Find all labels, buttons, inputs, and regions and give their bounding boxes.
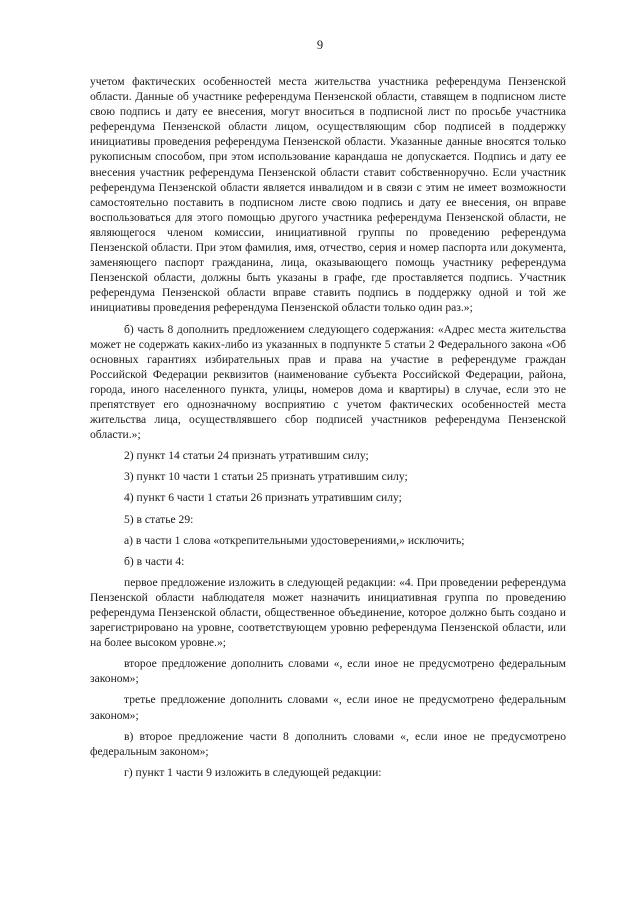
paragraph-third-sentence: третье предложение дополнить словами «, если иное не предусмотрено федеральным законом»; — [90, 693, 566, 722]
paragraph-item-3: 3) пункт 10 части 1 статьи 25 признать утратившим силу; — [124, 470, 408, 484]
paragraph-first-sentence: первое предложение изложить в следующей редакции: «4. При проведении референдума Пензенской области наблюдателя может назначить инициативная группа по проведению референдума Пензенской области, общественное объединение, которое должно быть создано и зарегистрировано на уровне, соответствующем уровню референдума Пензенской области, или на более высоком уровне.»; — [90, 575, 566, 650]
paragraph-item-4: 4) пункт 6 части 1 статьи 26 признать утратившим силу; — [124, 491, 402, 505]
page-number: 9 — [316, 38, 324, 52]
paragraph-item-2: 2) пункт 14 статьи 24 признать утратившим силу; — [124, 449, 369, 463]
document-body — [90, 74, 566, 780]
paragraph-item-5v: в) второе предложение части 8 дополнить словами «, если иное не предусмотрено федеральным законом»; — [90, 729, 566, 758]
paragraph-item-5b: б) в части 4: — [124, 554, 185, 568]
paragraph-continuation: учетом фактических особенностей места жительства участника референдума Пензенской области. Данные об участнике референдума Пензенской области, ставящем в подписном листе свою подпись и дату ее внесения, могут вноситься в подписной лист по просьбе участника референдума Пензенской области лицом, осуществляющим сбор подписей в поддержку инициативы проведения референдума Пензенской области. Указанные данные вносятся только рукописным способом, при этом использование карандаша не допускается. Подпись и дату ее внесения участник референдума Пензенской области ставит собственноручно. Если участник референдума Пензенской области является инвалидом и в связи с этим не имеет возможности самостоятельно поставить в подписном листе свою подпись и дату ее внесения, он вправе воспользоваться для этого помощью другого участника референдума Пензенской области, не являющегося членом комиссии, инициативной группы по проведению референдума Пензенской области. При этом фамилия, имя, отчество, серия и номер паспорта или документа, заменяющего паспорт гражданина, лица, оказывающего помощь участнику референдума Пензенской области, должны быть указаны в графе, где проставляется подпись. Участник референдума Пензенской области вправе ставить подпись в поддержку одной и той же инициативы проведения референдума Пензенской области только один раз.»; — [90, 75, 566, 315]
paragraph-item-5a: а) в части 1 слова «открепительными удостоверениями,» исключить; — [124, 533, 465, 547]
paragraph-item-b-part-8: б) часть 8 дополнить предложением следующего содержания: «Адрес места жительства может не содержать каких-либо из указанных в подпункте 5 статьи 2 Федерального закона «Об основных гарантиях избирательных прав и права на участие в референдуме граждан Российской Федерации реквизитов (наименование субъекта Российской Федерации, района, города, иного населенного пункта, улицы, номеров дома и квартиры) в случае, если это не препятствует его однозначному восприятию с учетом фактических особенностей места жительства лица, осуществлявшего сбор подписей участников референдума Пензенской области.»; — [90, 322, 566, 442]
paragraph-item-5g: г) пункт 1 части 9 изложить в следующей редакции: — [124, 765, 382, 779]
paragraph-second-sentence: второе предложение дополнить словами «, если иное не предусмотрено федеральным законом»; — [90, 657, 566, 686]
paragraph-item-5: 5) в статье 29: — [124, 512, 194, 526]
